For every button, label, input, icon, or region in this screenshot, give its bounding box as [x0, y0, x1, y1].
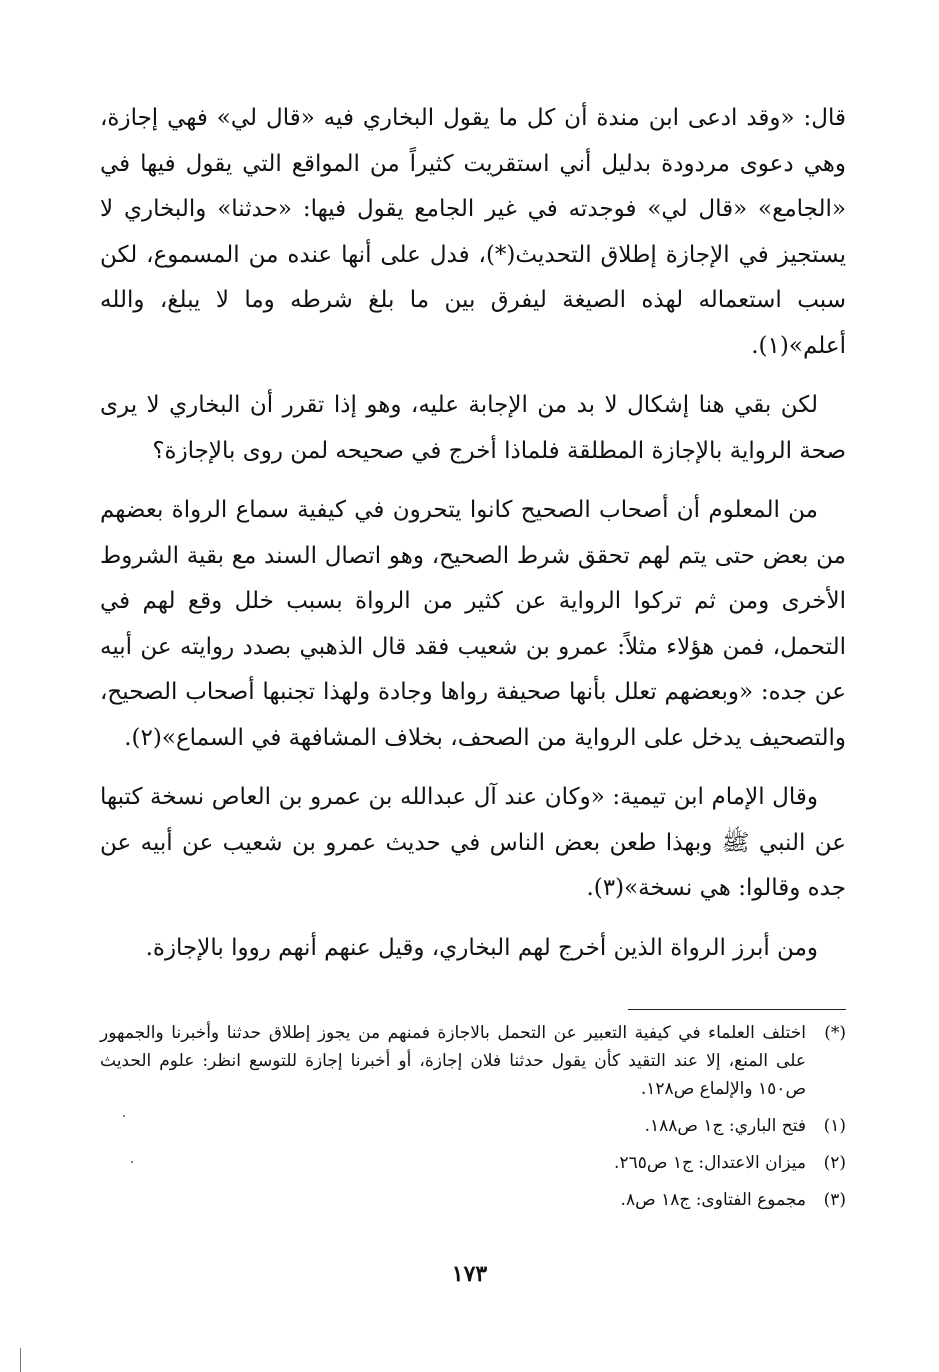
- footnote-text: ميزان الاعتدال: ج١ ص٢٦٥.: [614, 1153, 806, 1173]
- footnote-text: مجموع الفتاوى: ج١٨ ص٨.: [620, 1190, 806, 1210]
- scan-speck: [123, 1115, 125, 1117]
- footnote-text: فتح الباري: ج١ ص١٨٨.: [644, 1116, 806, 1136]
- main-text: [100, 96, 846, 985]
- footnote-separator: [628, 1009, 846, 1010]
- footnote-3: [100, 1186, 846, 1214]
- paragraph-ibn-taymiyyah: وقال الإمام ابن تيمية: «وكان عند آل عبدالله بن عمرو بن العاص نسخة كتبها عن النبي ﷺ وبهذا طعن بعض الناس في حديث عمرو بن شعيب عن أبيه عن جده وقالوا: هي نسخة»(٣).: [100, 784, 846, 901]
- footnote-marker: (١): [823, 1116, 846, 1136]
- footnote-marker: (٣): [823, 1190, 846, 1210]
- footnote-text: اختلف العلماء في كيفية التعبير عن التحمل بالاجازة فمنهم من يجوز إطلاق حدثنا وأخبرنا والجمهور على المنع، إلا عند التقيد كأن يقول حدثنا فلان إجازة، أو أخبرنا إجازة للتوسع انظر: علوم الحديث ص١٥٠ والإلماع ص١٢٨.: [100, 1023, 806, 1099]
- footnotes: [100, 1019, 846, 1223]
- paragraph-sahih-conditions: من المعلوم أن أصحاب الصحيح كانوا يتحرون في كيفية سماع الرواة بعضهم من بعض حتى يتم لهم تحقق شرط الصحيح، وهو اتصال السند مع بقية الشروط الأخرى ومن ثم تركوا الرواية عن كثير من الرواة بسبب خلل وقع لهم في التحمل، فمن هؤلاء مثلاً: عمرو بن شعيب فقد قال الذهبي بصدد روايته عن أبيه عن جده: «وبعضهم تعلل بأنها صحيفة رواها وجادة ولهذا تجنبها أصحاب الصحيح، والتصحيف يدخل على الرواية من الصحف، بخلاف المشافهة في السماع»(٢).: [100, 497, 846, 751]
- scan-edge-mark: [20, 1348, 21, 1372]
- scan-speck: [131, 1161, 133, 1163]
- footnote-1: [100, 1112, 846, 1140]
- footnote-marker: (٢): [823, 1153, 846, 1173]
- footnote-marker: (*): [824, 1023, 846, 1043]
- paragraph-problem: لكن بقي هنا إشكال لا بد من الإجابة عليه، وهو إذا تقرر أن البخاري لا يرى صحة الرواية بالإجازة المطلقة فلماذا أخرج في صحيحه لمن روى بالإجازة؟: [100, 392, 846, 464]
- paragraph-closing: ومن أبرز الرواة الذين أخرج لهم البخاري، وقيل عنهم أنهم رووا بالإجازة.: [145, 934, 818, 961]
- paragraph-quote-ibn-mandah: قال: «وقد ادعى ابن مندة أن كل ما يقول البخاري فيه «قال لي» فهي إجازة، وهي دعوى مردودة بدليل أني استقريت كثيراً من المواقع التي يقول فيها في «الجامع» «قال لي» فوجدته في غير الجامع يقول فيها: «حدثنا» والبخاري لا يستجيز في الإجازة إطلاق التحديث(*)، فدل على أنها عنده من المسموع، لكن سبب استعماله لهذه الصيغة ليفرق بين ما بلغ شرطه وما لا يبلغ، والله أعلم»(١).: [100, 105, 846, 359]
- footnote-2: [100, 1149, 846, 1177]
- page-number: ١٧٣: [451, 1261, 488, 1287]
- footnote-asterisk: [100, 1019, 846, 1103]
